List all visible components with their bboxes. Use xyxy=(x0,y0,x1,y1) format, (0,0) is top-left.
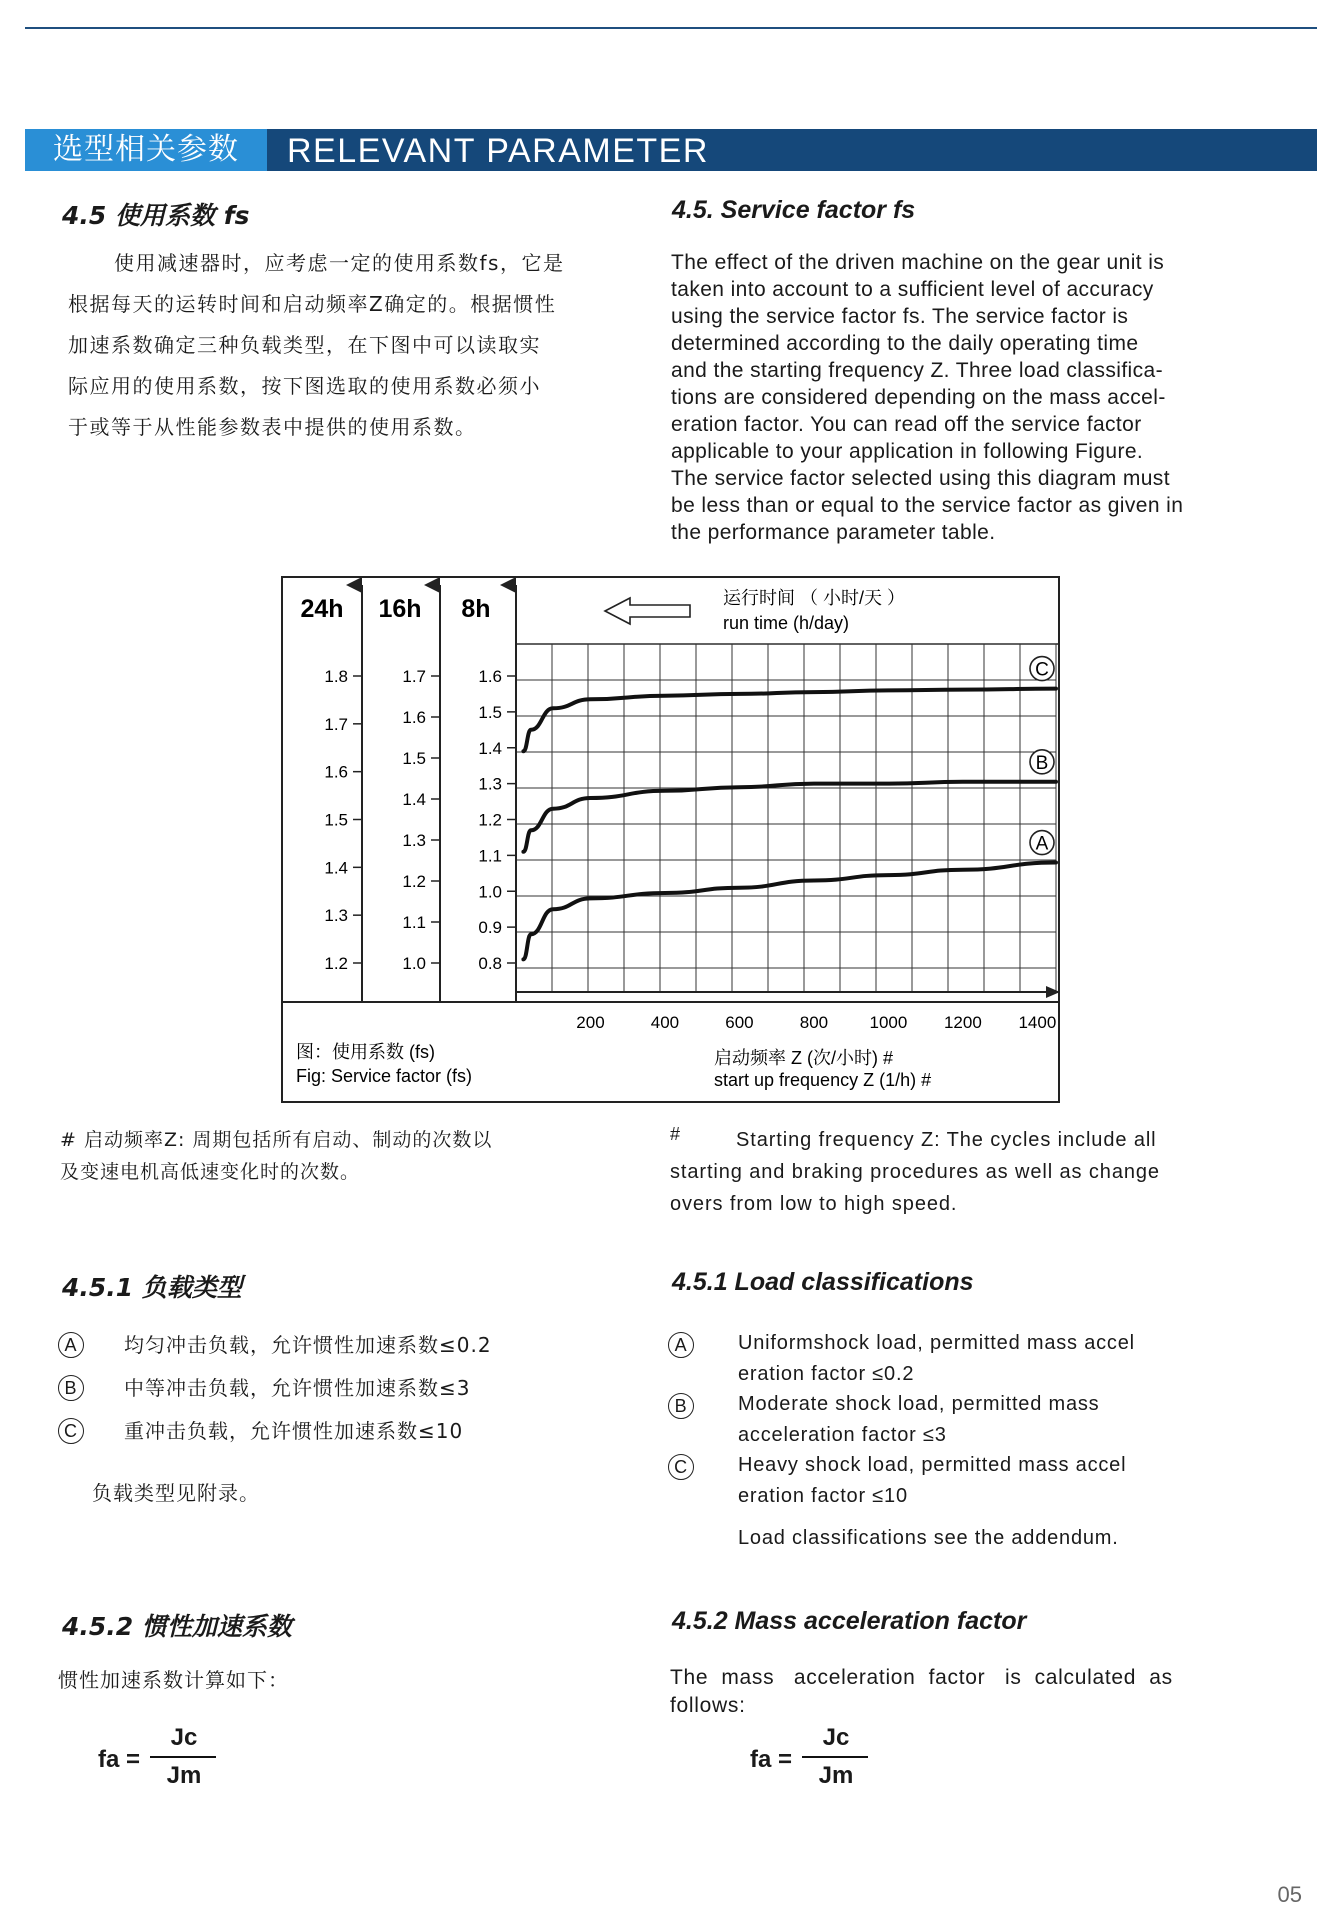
header-title-cn: 选型相关参数 xyxy=(53,132,239,167)
text-cn-line: 于或等于从性能参数表中提供的使用系数。 xyxy=(68,415,477,439)
text-en-line: tions are considered depending on the mass accel- xyxy=(671,386,1166,409)
chart-caption-cn: 图：使用系数 (fs) xyxy=(296,1042,435,1062)
x-tick-label: 1000 xyxy=(869,1013,908,1032)
circled-c-icon: C xyxy=(58,1418,84,1444)
fraction-bar xyxy=(150,1756,216,1758)
text-en-line: The service factor selected using this diagram must xyxy=(671,467,1170,490)
formula-numerator: Jc xyxy=(170,1724,198,1751)
circled-a-icon: A xyxy=(668,1332,694,1358)
y-tick-label: 1.0 xyxy=(402,954,426,973)
y-tick-label: 1.8 xyxy=(324,667,348,686)
text-en-line: follows: xyxy=(670,1694,746,1717)
section-45-heading-cn: 4.5 使用系数 fs xyxy=(62,201,250,230)
note-cn xyxy=(60,1124,492,1188)
run-time-label-cn: 运行时间 （ 小时/天 ） xyxy=(723,588,906,608)
note-en-line: starting and braking procedures as well as change xyxy=(670,1161,1160,1183)
curve-C xyxy=(523,689,1056,752)
load-footer-cn: 负载类型见附录。 xyxy=(92,1481,260,1505)
y-tick-label: 1.3 xyxy=(478,774,502,794)
text-en-line: applicable to your application in following Figure. xyxy=(671,440,1144,463)
load-footer-en: Load classifications see the addendum. xyxy=(738,1527,1119,1549)
section-451-heading-cn: 4.5.1 负载类型 xyxy=(62,1273,242,1302)
note-en xyxy=(670,1124,1160,1220)
chart-marks xyxy=(1030,657,1054,855)
text-en-line: and the starting frequency Z. Three load classifica- xyxy=(671,359,1163,382)
load-item-line: Uniformshock load, permitted mass accel xyxy=(738,1332,1135,1354)
series-label-B: B xyxy=(1035,752,1049,774)
section-452-text-cn: 惯性加速系数计算如下： xyxy=(58,1668,289,1692)
load-item-text: 中等冲击负载，允许惯性加速系数≤3 xyxy=(124,1376,471,1400)
circled-b-icon: B xyxy=(668,1393,694,1419)
run-time-label-en: run time (h/day) xyxy=(723,613,850,633)
x-tick-label: 800 xyxy=(799,1013,829,1032)
section-452-heading-en: 4.5.2 Mass acceleration factor xyxy=(672,1607,1027,1635)
y-tick-label: 1.4 xyxy=(324,858,348,878)
formula-en xyxy=(750,1724,880,1794)
note-cn-line: # 启动频率Z: 周期包括所有启动、制动的次数以 xyxy=(60,1129,493,1151)
y-tick-label: 1.6 xyxy=(324,762,348,782)
chart-caption-en: Fig: Service factor (fs) xyxy=(296,1066,473,1086)
x-tick-label: 200 xyxy=(576,1013,605,1032)
load-item-line: eration factor ≤0.2 xyxy=(738,1363,915,1385)
load-item-text: 均匀冲击负载，允许惯性加速系数≤0.2 xyxy=(124,1333,492,1357)
y-tick-label: 1.4 xyxy=(478,738,502,758)
y-tick-label: 0.8 xyxy=(478,954,502,973)
circled-c-icon: C xyxy=(668,1454,694,1480)
y-tick-label: 1.4 xyxy=(402,790,426,809)
y-tick-label: 1.5 xyxy=(478,702,502,722)
y-axis-name-24h: 24h xyxy=(300,595,344,623)
note-cn-line: 及变速电机高低速变化时的次数。 xyxy=(60,1161,361,1183)
y-tick-label: 1.6 xyxy=(478,667,502,686)
y-tick-label: 1.2 xyxy=(478,810,502,830)
section-451-heading-en: 4.5.1 Load classifications xyxy=(672,1268,974,1296)
y-tick-label: 1.5 xyxy=(324,810,348,830)
formula-lhs: fa = xyxy=(750,1746,793,1773)
note-en-mark: # xyxy=(670,1124,681,1144)
circled-b-icon: B xyxy=(58,1375,84,1401)
x-tick-label: 400 xyxy=(650,1013,680,1032)
curve-A xyxy=(523,863,1056,960)
text-cn-line: 使用减速器时，应考虑一定的使用系数fs，它是 xyxy=(114,251,565,275)
load-item-text: 重冲击负载，允许惯性加速系数≤10 xyxy=(124,1419,464,1443)
section-452-text-en xyxy=(670,1664,1230,1720)
y-tick-label: 1.1 xyxy=(478,846,502,866)
page-number: 05 xyxy=(1277,1882,1302,1907)
series-label-C: C xyxy=(1035,659,1049,681)
x-axis-label-en: start up frequency Z (1/h) # xyxy=(714,1070,932,1090)
text-en-line: taken into account to a sufficient level of accuracy xyxy=(671,278,1154,301)
circled-a-icon: A xyxy=(58,1332,84,1358)
formula-numerator: Jc xyxy=(822,1724,850,1751)
y-tick-label: 1.3 xyxy=(324,906,348,926)
header-title-en: RELEVANT PARAMETER xyxy=(287,132,709,170)
load-item-line: acceleration factor ≤3 xyxy=(738,1424,947,1446)
formula-denominator: Jm xyxy=(166,1762,202,1789)
chart-grid xyxy=(516,644,1056,992)
text-en-line: the performance parameter table. xyxy=(671,521,996,544)
text-en-line: be less than or equal to the service factor as given in xyxy=(671,494,1184,517)
text-en-line: The mass acceleration factor is calculated as xyxy=(670,1666,1173,1689)
chart-axes xyxy=(300,585,1060,1032)
x-tick-label: 1400 xyxy=(1018,1013,1057,1032)
formula-denominator: Jm xyxy=(818,1762,854,1789)
curve-B xyxy=(523,782,1056,852)
y-tick-label: 1.2 xyxy=(402,872,426,891)
text-en-line: The effect of the driven machine on the gear unit is xyxy=(671,251,1165,274)
note-en-line: Starting frequency Z: The cycles include all xyxy=(736,1129,1157,1151)
y-tick-label: 1.6 xyxy=(402,708,426,727)
x-tick-label: 1200 xyxy=(943,1013,982,1032)
text-en-line: eration factor. You can read off the service factor xyxy=(671,413,1142,436)
section-45-heading-en: 4.5. Service factor fs xyxy=(672,196,916,224)
y-tick-label: 1.0 xyxy=(478,882,502,902)
y-tick-label: 1.2 xyxy=(324,954,348,973)
y-tick-label: 1.3 xyxy=(402,831,426,850)
section-452-heading-cn: 4.5.2 惯性加速系数 xyxy=(62,1612,292,1641)
series-label-A: A xyxy=(1035,833,1049,855)
note-en-line: overs from low to high speed. xyxy=(670,1193,958,1215)
formula-lhs: fa = xyxy=(98,1746,141,1773)
x-axis-label-cn: 启动频率 Z (次/小时) # xyxy=(714,1048,893,1068)
x-tick-label: 600 xyxy=(725,1013,754,1032)
text-en-line: determined according to the daily operating time xyxy=(671,332,1139,355)
text-en-line: using the service factor fs. The service factor is xyxy=(671,305,1129,328)
y-axis-name-8h: 8h xyxy=(461,595,491,623)
fraction-bar xyxy=(802,1756,868,1758)
x-axis-arrow-icon xyxy=(1046,986,1060,998)
y-tick-label: 1.1 xyxy=(402,913,426,932)
y-axis-name-16h: 16h xyxy=(378,595,422,623)
left-arrow-icon xyxy=(605,598,690,624)
y-tick-label: 1.7 xyxy=(402,667,426,686)
formula-cn xyxy=(98,1724,228,1794)
y-tick-label: 1.7 xyxy=(324,714,348,734)
load-item-line: eration factor ≤10 xyxy=(738,1485,908,1507)
text-cn-line: 际应用的使用系数，按下图选取的使用系数必须小 xyxy=(68,374,541,398)
load-item-line: Heavy shock load, permitted mass accel xyxy=(738,1454,1127,1476)
text-cn-line: 根据每天的运转时间和启动频率Z确定的。根据惯性 xyxy=(68,292,557,316)
load-item-line: Moderate shock load, permitted mass xyxy=(738,1393,1100,1415)
text-cn-line: 加速系数确定三种负载类型，在下图中可以读取实 xyxy=(68,333,541,357)
y-tick-label: 0.9 xyxy=(478,918,502,938)
y-tick-label: 1.5 xyxy=(402,749,426,768)
